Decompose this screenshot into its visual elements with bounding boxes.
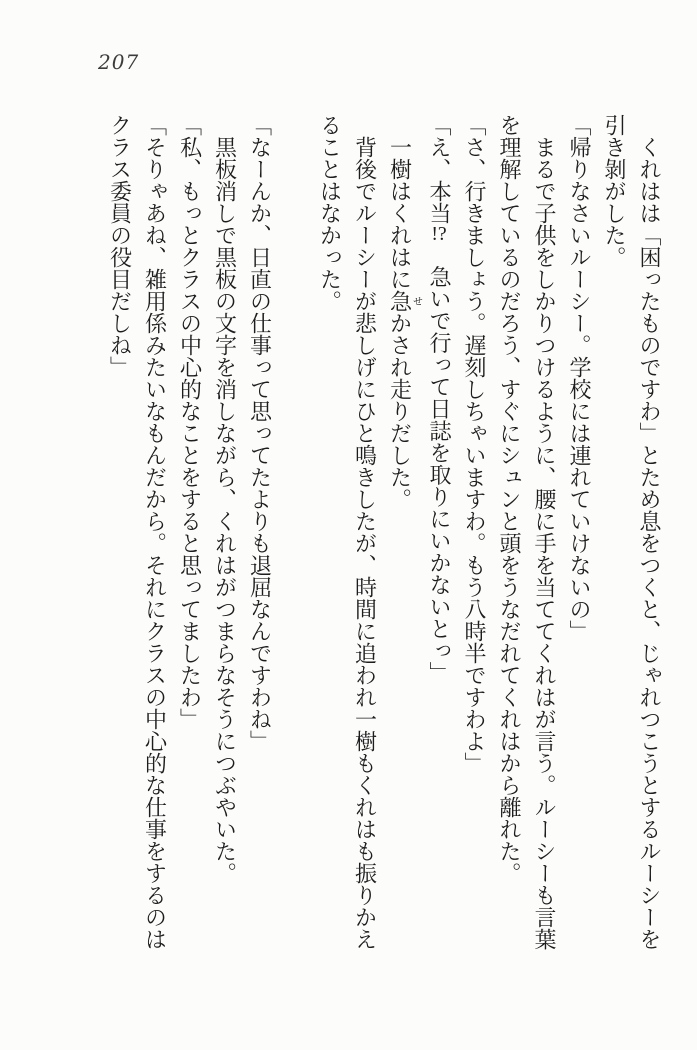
- text-line: 「私、もっとクラスの中心的なことをすると思ってましたわ」: [177, 114, 203, 730]
- text-line: [278, 114, 313, 959]
- text-line: 背後でルーシーが悲しげにひと鳴きしたが、時間に追われ一樹もくれはも振りかえ: [352, 114, 378, 950]
- text-line: を理解しているのだろう、すぐにシュンと頭をうなだれてくれはから離れた。: [497, 114, 522, 884]
- text-line: クラス委員の役目だしね」: [107, 114, 133, 378]
- text-line: 「なーんか、日直の仕事って思ってたよりも退屈なんですわね」: [247, 114, 273, 752]
- text-line: ることはなかった。: [317, 114, 343, 312]
- text-line: 「さ、行きましょう。遅刻しちゃいますわ。もう八時半ですわよ」: [462, 114, 487, 774]
- text-line: まるで子供をしかりつけるように、腰に手を当ててくれはが言う。ルーシーも言葉: [532, 114, 557, 950]
- text-line: 「え、本当!? 急いで行って日誌を取りにいかないとっ」: [427, 114, 452, 684]
- text-line: 「そりゃあね、雑用係みたいなもんだから。それにクラスの中心的な仕事をするのは: [142, 114, 168, 950]
- page-number: 207: [98, 50, 140, 74]
- furigana-ruby: 急せ: [387, 290, 422, 312]
- text-line: くれはは「困ったものですわ」とため息をつくと、じゃれつこうとするルーシーを: [637, 114, 662, 950]
- text-line: 黒板消しで黒板の文字を消しながら、くれはがつまらなそうにつぶやいた。: [212, 114, 238, 884]
- text-line: 「帰りなさいルーシー。学校には連れていけないの」: [567, 114, 592, 642]
- text-line: 一樹はくれはに急せかされ走りだした。: [387, 114, 422, 510]
- tatechuyoko-exclamation: !?: [431, 224, 447, 244]
- text-column-block: [103, 114, 668, 959]
- text-line: 引き剝がした。: [602, 114, 627, 268]
